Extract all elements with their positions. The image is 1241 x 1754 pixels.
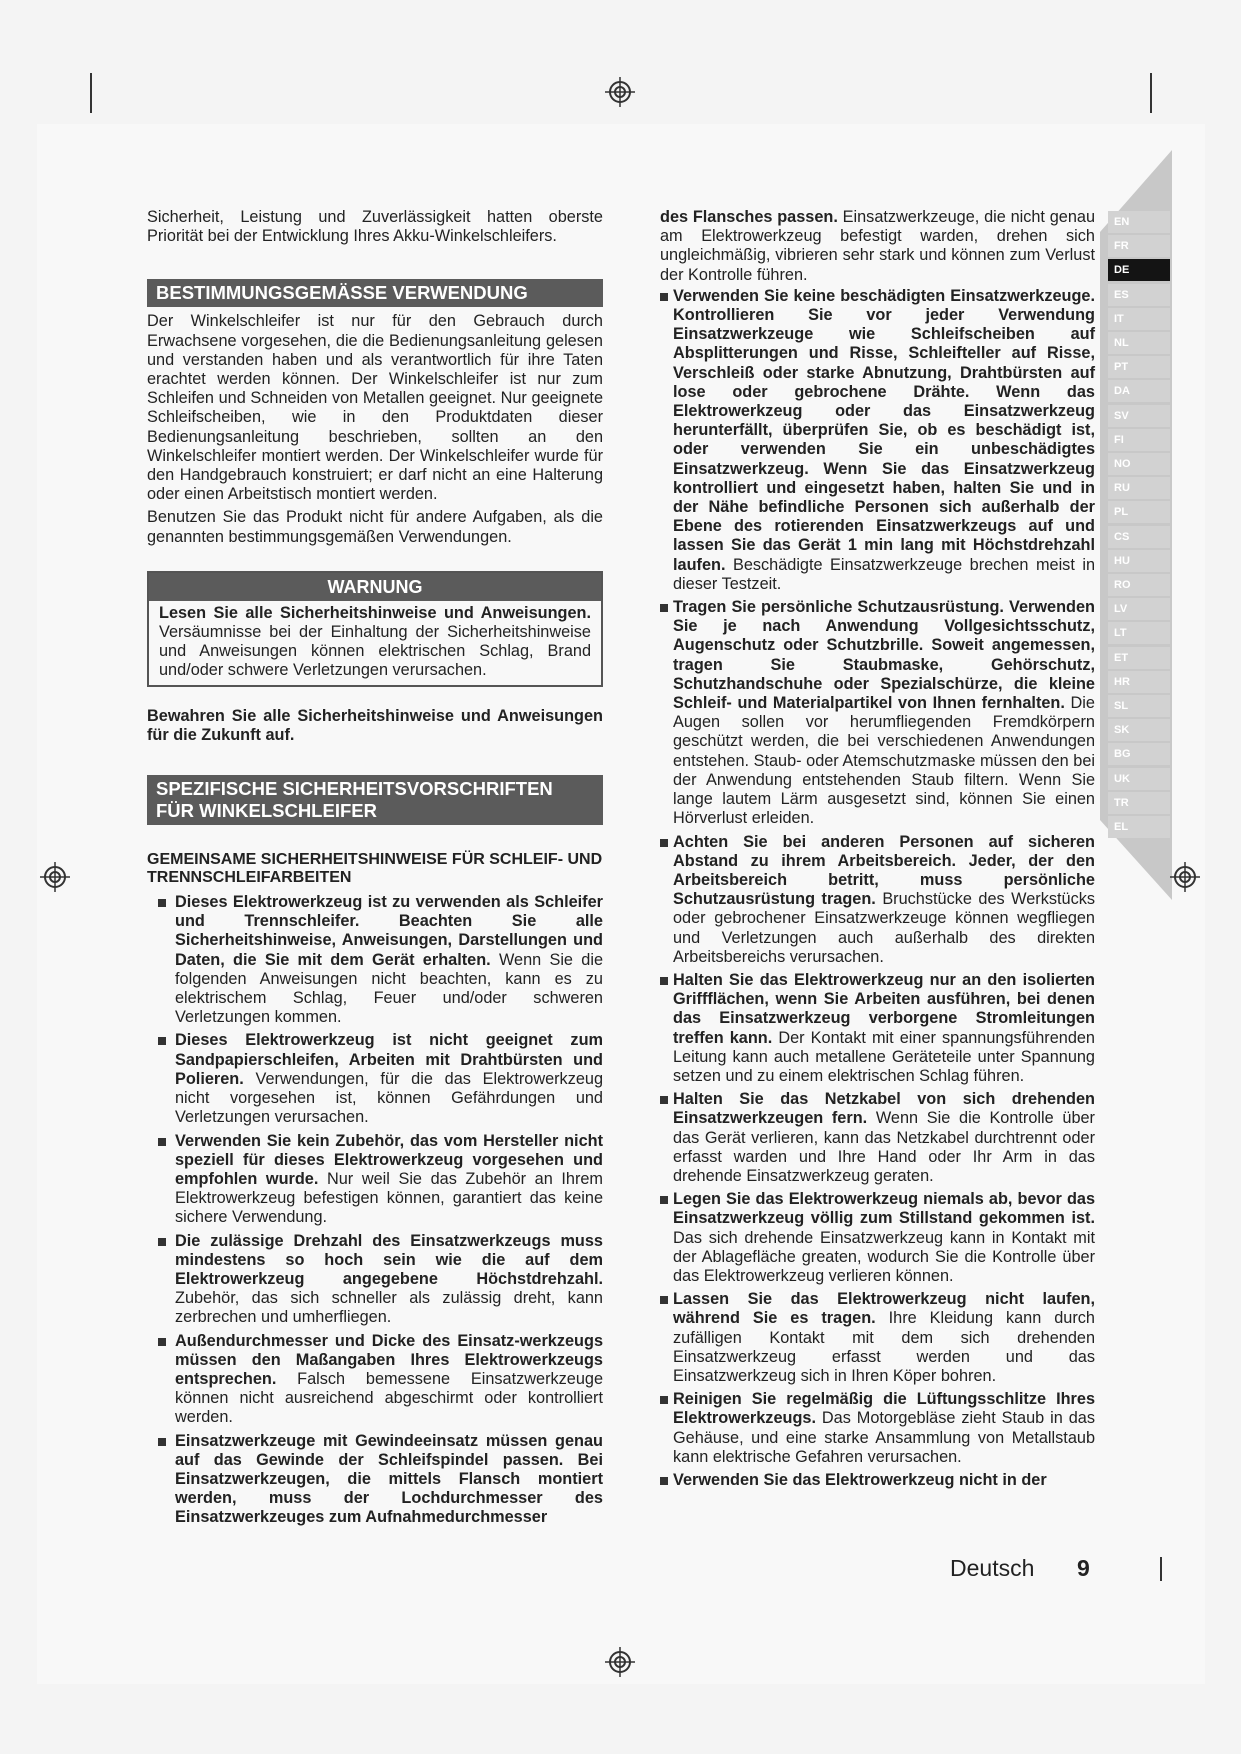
bullet-text: Wenn Sie die Kontrolle über das Gerät verlieren, kann das Netzkabel durchtrennt oder erfasst warden und Ihre Hand oder Ihr Arm in das drehende Einsatzwerkzeug geraten.	[673, 1109, 1095, 1185]
language-tab-sl[interactable]: SL	[1108, 695, 1170, 717]
bullet-bold: Verwenden Sie kein Zubehör, das vom Hersteller nicht speziell für dieses Elektrowerkzeug vorgesehen und empfohlen wurde.	[175, 1131, 603, 1188]
language-tab-lv[interactable]: LV	[1108, 598, 1170, 620]
language-tab-lt[interactable]: LT	[1108, 622, 1170, 644]
bullet-item	[175, 1232, 603, 1328]
footer-rule	[1160, 1557, 1162, 1581]
registration-mark-icon	[605, 77, 635, 107]
language-tab-ru[interactable]: RU	[1108, 477, 1170, 499]
bullet-bold: Halten Sie das Elektrowerkzeug nur an den isolierten Griffflächen, wenn Sie Arbeiten ausführen, bei denen das Einsatzwerkzeug verborgene Stromleitungen treffen kann.	[673, 970, 1095, 1047]
right-column	[660, 208, 1095, 1494]
warning-text	[149, 601, 601, 685]
bullet-item	[175, 1031, 603, 1127]
bullet-bold: Einsatzwerkzeuge mit Gewindeeinsatz müssen genau auf das Gewinde der Schleifspindel passen. Bei Einsatzwerkzeugen, die mittels Flansch montiert werden, muss der Lochdurchmesser des Einsatzwerkzeuges zum Aufnahmedurchmesser	[175, 1431, 603, 1527]
bullet-item	[673, 598, 1095, 828]
bullet-item	[673, 1090, 1095, 1186]
registration-mark-icon	[40, 862, 70, 892]
bullet-item	[175, 1332, 603, 1428]
language-tab-de[interactable]: DE	[1108, 259, 1170, 281]
bullet-item	[175, 893, 603, 1027]
bullet-text: Der Kontakt mit einer spannungsführenden Leitung kann auch metallene Geräteteile unter Spannung setzen und zu einem elektrischen Schlag führen.	[673, 1028, 1095, 1085]
bullet-text: Verwendungen, für die das Elektrowerkzeug nicht vorgesehen ist, können Gefährdungen und Verletzungen verursachen.	[175, 1069, 603, 1127]
bullet-item	[175, 1432, 603, 1528]
bullet-item	[673, 1471, 1095, 1490]
language-tab-pt[interactable]: PT	[1108, 356, 1170, 378]
bullet-bold: Halten Sie das Netzkabel von sich drehenden Einsatzwerkzeugen fern.	[673, 1090, 1095, 1128]
warning-title: WARNUNG	[149, 573, 601, 601]
bullet-bold: Die zulässige Drehzahl des Einsatzwerkzeugs muss mindestens so hoch sein wie die auf dem Elektrowerkzeug angegebene Höchstdrehzahl.	[175, 1231, 603, 1288]
bullet-text: Die Augen sollen vor herumfliegenden Fremdkörpern geschützt werden, die bei verschiedenen Anwendungen entstehen. Staub- oder Atemschutzmaske müssen den bei der Anwendung entstehenden Staub filtern. Wenn Sie lange lautem Lärm ausgesetzt sind, können Sie einen Hörverlust erleiden.	[673, 694, 1095, 828]
bullet-item	[673, 287, 1095, 594]
section-heading: BESTIMMUNGSGEMÄSSE VERWENDUNG	[147, 279, 603, 307]
paragraph: Der Winkelschleifer ist nur für den Gebrauch durch Erwachsene vorgesehen, die die Bedienungsanleitung gelesen und verstanden haben und als verantwortlich für ihre Taten erachtet werden können. Der Winkelschleifer ist nur zum Schleifen und Schneiden von Metallen geeignet. Nur geeignete Schleifscheiben, wie in den Produktdaten dieser Bedienungsanleitung beschrieben, sollten an den Winkelschleifer montiert werden. Der Winkelschleifer wurde für den Handgebrauch konstruiert; er darf nicht an eine Halterung oder einen Arbeitstisch montiert werden.	[147, 312, 603, 504]
language-tab-sk[interactable]: SK	[1108, 719, 1170, 741]
subheading: GEMEINSAME SICHERHEITSHINWEISE FÜR SCHLEIF- UND TRENNSCHLEIFARBEITEN	[147, 851, 603, 887]
bullet-bold: Tragen Sie persönliche Schutzausrüstung. Verwenden Sie je nach Anwendung Vollgesichtsschutz, Augenschutz oder Schutzbrille. Soweit angemessen, tragen Sie Staubmaske, Gehörschutz, Schutzhandschuhe oder Spezialschürze, die kleine Schleif- und Materialpartikel von Ihnen fernhalten.	[673, 598, 1095, 713]
bullet-text: Beschädigte Einsatzwerkzeuge brechen meist in dieser Testzeit.	[673, 555, 1095, 593]
bullet-text: Nur weil Sie das Zubehör an Ihrem Elektrowerkzeug befestigen können, garantiert das keine sichere Verwendung.	[175, 1169, 603, 1227]
continuation-bold: des Flansches passen.	[660, 208, 838, 226]
language-tab-pl[interactable]: PL	[1108, 501, 1170, 523]
language-tab-et[interactable]: ET	[1108, 647, 1170, 669]
bullet-text: Das Motorgebläse zieht Staub in das Gehäuse, und eine starke Ansammlung von Metallstaub kann elektrische Gefahren verursachen.	[673, 1409, 1095, 1466]
bullet-text: Das sich drehende Einsatzwerkzeug kann in Kontakt mit der Ablagefläche greaten, wodurch Sie die Kontrolle über das Elektrowerkzeug verlieren können.	[673, 1228, 1095, 1285]
language-tab-fr[interactable]: FR	[1108, 235, 1170, 257]
keep-note: Bewahren Sie alle Sicherheitshinweise und Anweisungen für die Zukunft auf.	[147, 706, 603, 744]
language-tab-hr[interactable]: HR	[1108, 671, 1170, 693]
bullet-bold: Außendurchmesser und Dicke des Einsatz-werkzeugs müssen den Maßangaben Ihres Elektrowerkzeugs entsprechen.	[175, 1331, 603, 1388]
right-bullet-list	[660, 287, 1095, 1490]
warning-box	[147, 571, 603, 687]
bullet-text: Zubehör, das sich schneller als zulässig dreht, kann zerbrechen und umherfliegen.	[175, 1289, 603, 1327]
bullet-item	[175, 1132, 603, 1228]
bullet-item	[673, 1390, 1095, 1467]
language-tab-cs[interactable]: CS	[1108, 526, 1170, 548]
language-tab-sv[interactable]: SV	[1108, 405, 1170, 427]
language-tab-fi[interactable]: FI	[1108, 429, 1170, 451]
left-column	[147, 208, 603, 1532]
language-tab-hu[interactable]: HU	[1108, 550, 1170, 572]
bullet-bold: Achten Sie bei anderen Personen auf sicheren Abstand zu ihrem Arbeitsbereich. Jeder, der den Arbeitsbereich betritt, muss persönliche Schutzausrüstung tragen.	[673, 832, 1095, 909]
bullet-text: Bruchstücke des Werkstücks oder gebrochener Einsatzwerkzeuge können wegfliegen und Verletzungen auch außerhalb des direkten Arbeitsbereichs verursachen.	[673, 890, 1095, 966]
warning-body: Versäumnisse bei der Einhaltung der Sicherheitshinweise und Anweisungen können elektrischen Schlag, Brand und/oder schwere Verletzungen verursachen.	[159, 623, 591, 680]
language-tab-no[interactable]: NO	[1108, 453, 1170, 475]
bullet-bold: Dieses Elektrowerkzeug ist zu verwenden als Schleifer und Trennschleifer. Beachten Sie alle Sicherheitshinweise, Anweisungen, Darstellungen und Daten, die Sie mit dem Gerät erhalten.	[175, 893, 603, 969]
paragraph: Benutzen Sie das Produkt nicht für andere Aufgaben, als die genannten bestimmungsgemäßen Verwendungen.	[147, 508, 603, 546]
bullet-text: Ihre Kleidung kann durch zufälligen Kontakt mit dem sich drehenden Einsatzwerkzeug erfasst werden und das Einsatzwerkzeug sich in Ihren Köper bohren.	[673, 1309, 1095, 1385]
language-tab-es[interactable]: ES	[1108, 284, 1170, 306]
language-tab-da[interactable]: DA	[1108, 380, 1170, 402]
bullet-item	[673, 833, 1095, 967]
bullet-text: Wenn Sie die folgenden Anweisungen nicht beachten, kann es zu elektrischem Schlag, Feuer und/oder schweren Verletzungen kommen.	[175, 950, 603, 1027]
bullet-item	[673, 971, 1095, 1086]
language-tab-uk[interactable]: UK	[1108, 768, 1170, 790]
language-tab-tr[interactable]: TR	[1108, 792, 1170, 814]
bullet-bold: Verwenden Sie keine beschädigten Einsatzwerkzeuge. Kontrollieren Sie vor jeder Verwendung Einsatzwerkzeuge wie Schleifscheiben auf Absplitterungen und Risse, Schleifteller auf Risse, Verschleiß oder starke Abnutzung, Drahtbürsten auf lose oder gebrochene Drähte. Wenn das Elektrowerkzeug oder das Einsatzwerkzeug herunterfällt, überprüfen Sie, ob es beschädigt ist, oder verwenden Sie ein unbeschädigtes Einsatzwerkzeug. Wenn Sie das Einsatzwerkzeug kontrolliert und eingesetzt haben, halten Sie und in der Nähe befindliche Personen sich außerhalb der Ebene des rotierenden Einsatzwerkzeugs auf und lassen Sie das Gerät 1 min lang mit Höchstdrehzahl laufen.	[673, 286, 1095, 574]
footer-language: Deutsch	[950, 1555, 1035, 1581]
continuation-text	[660, 208, 1095, 285]
crop-mark	[90, 73, 92, 113]
language-tab-bg[interactable]: BG	[1108, 743, 1170, 765]
section-heading: SPEZIFISCHE SICHERHEITSVORSCHRIFTEN FÜR WINKELSCHLEIFER	[147, 775, 603, 825]
bullet-item	[673, 1290, 1095, 1386]
bullet-text: Falsch bemessene Einsatzwerkzeuge können nicht ausreichend abgeschirmt oder kontrolliert werden.	[175, 1369, 603, 1427]
registration-mark-icon	[1170, 862, 1200, 892]
bullet-bold: Lassen Sie das Elektrowerkzeug nicht laufen, während Sie es tragen.	[673, 1290, 1095, 1328]
continuation-body: Einsatzwerkzeuge, die nicht genau am Elektrowerkzeug befestigt warden, drehen sich ungleichmäßig, vibrieren sehr stark und können zum Verlust der Kontrolle führen.	[660, 208, 1096, 284]
registration-mark-icon	[605, 1647, 635, 1677]
bullet-bold: Verwenden Sie das Elektrowerkzeug nicht in der	[673, 1471, 1047, 1489]
crop-mark	[1150, 73, 1152, 113]
page-number: 9	[1077, 1555, 1090, 1581]
language-tab-el[interactable]: EL	[1108, 816, 1170, 838]
language-tab-it[interactable]: IT	[1108, 308, 1170, 330]
bullet-bold: Reinigen Sie regelmäßig die Lüftungsschlitze Ihres Elektrowerkzeugs.	[673, 1390, 1095, 1428]
language-tab-ro[interactable]: RO	[1108, 574, 1170, 596]
language-tab-en[interactable]: EN	[1108, 211, 1170, 233]
bullet-item	[673, 1190, 1095, 1286]
warning-bold: Lesen Sie alle Sicherheitshinweise und Anweisungen.	[159, 603, 591, 622]
bullet-bold: Legen Sie das Elektrowerkzeug niemals ab, bevor das Einsatzwerkzeug völlig zum Stillstand gekommen ist.	[673, 1190, 1095, 1228]
left-bullet-list	[147, 893, 603, 1528]
bullet-bold: Dieses Elektrowerkzeug ist nicht geeignet zum Sandpapierschleifen, Arbeiten mit Drahtbürsten und Polieren.	[175, 1031, 603, 1088]
language-tab-nl[interactable]: NL	[1108, 332, 1170, 354]
intro-text: Sicherheit, Leistung und Zuverlässigkeit hatten oberste Priorität bei der Entwicklung Ihres Akku-Winkelschleifers.	[147, 208, 603, 246]
